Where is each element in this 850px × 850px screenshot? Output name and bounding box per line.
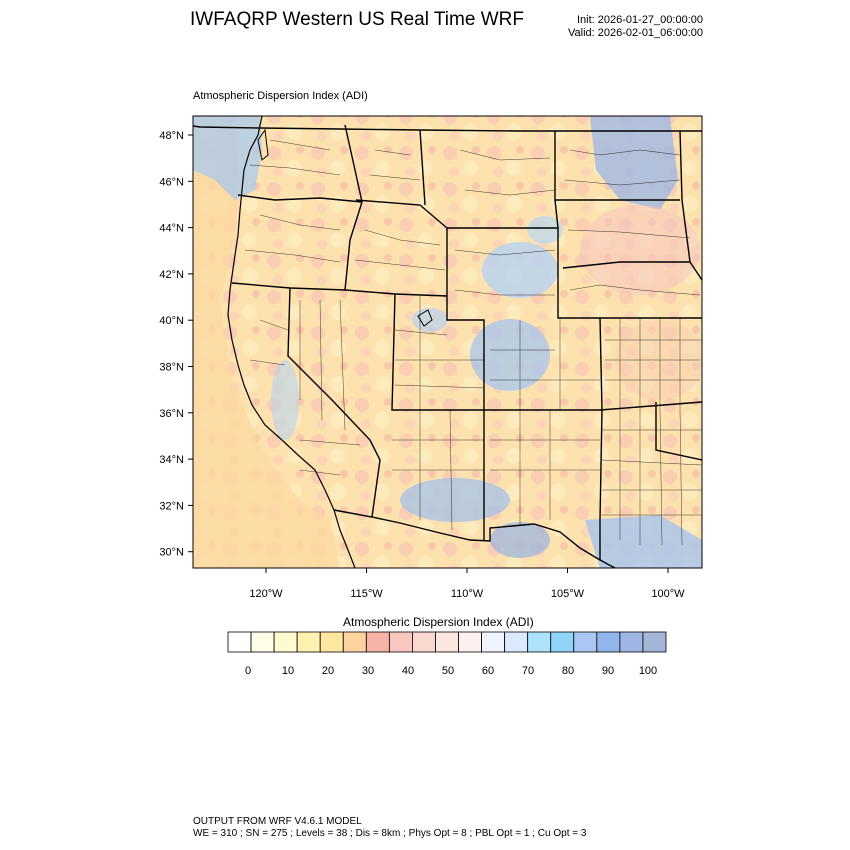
colorbar (228, 632, 666, 677)
colorbar-label: 60 (481, 665, 495, 677)
lat-tick-label: 30°N (159, 546, 184, 559)
colorbar-box (435, 632, 458, 652)
lat-tick-label: 38°N (159, 361, 184, 374)
colorbar-box (643, 632, 666, 652)
valid-time: Valid: 2026-02-01_06:00:00 (568, 27, 703, 39)
colorbar-label: 40 (401, 665, 415, 677)
colorbar-label: 90 (601, 665, 615, 677)
lat-tick-label: 46°N (159, 176, 184, 189)
colorbar-box (366, 632, 389, 652)
lat-tick-label: 44°N (159, 222, 184, 235)
colorbar-box (320, 632, 343, 652)
lat-tick-label: 42°N (159, 268, 184, 281)
footer (193, 816, 586, 840)
colorbar-box (251, 632, 274, 652)
colorbar-label: 30 (361, 665, 375, 677)
field-label: Atmospheric Dispersion Index (ADI) (193, 90, 368, 102)
colorbar-box (297, 632, 320, 652)
footer-model: OUTPUT FROM WRF V4.6.1 MODEL (193, 816, 362, 827)
main-title: IWFAQRP Western US Real Time WRF (190, 9, 524, 30)
colorbar-label: 70 (521, 665, 535, 677)
colorbar-box (274, 632, 297, 652)
lat-tick-label: 40°N (159, 315, 184, 328)
lon-axis (249, 568, 685, 600)
colorbar-box (459, 632, 482, 652)
colorbar-box (597, 632, 620, 652)
colorbar-label: 80 (561, 665, 575, 677)
lon-tick-label: 100°W (651, 588, 685, 600)
colorbar-box (551, 632, 574, 652)
colorbar-box (528, 632, 551, 652)
colorbar-box (482, 632, 505, 652)
adi-shading (193, 116, 705, 568)
colorbar-label: 100 (638, 665, 658, 677)
lat-tick-label: 34°N (159, 454, 184, 467)
colorbar-label: 0 (244, 665, 252, 677)
colorbar-label: 10 (281, 665, 295, 677)
lat-tick-label: 36°N (159, 407, 184, 420)
colorbar-box (343, 632, 366, 652)
colorbar-box (412, 632, 435, 652)
footer-config: WE = 310 ; SN = 275 ; Levels = 38 ; Dis = 8km ; Phys Opt = 8 ; PBL Opt = 1 ; Cu Opt = 3 (193, 828, 587, 839)
init-time: Init: 2026-01-27_00:00:00 (577, 14, 703, 26)
colorbar-label: 20 (321, 665, 335, 677)
colorbar-box (620, 632, 643, 652)
colorbar-box (574, 632, 597, 652)
colorbar-label: 50 (441, 665, 455, 677)
lon-tick-label: 115°W (350, 588, 383, 600)
colorbar-box (389, 632, 412, 652)
colorbar-box (228, 632, 251, 652)
colorbar-title: Atmospheric Dispersion Index (ADI) (343, 615, 534, 629)
lon-tick-label: 105°W (550, 588, 585, 600)
lat-tick-label: 32°N (159, 500, 184, 513)
lat-tick-label: 48°N (159, 130, 184, 142)
lat-axis (159, 130, 193, 559)
colorbar-box (505, 632, 528, 652)
lon-tick-label: 110°W (450, 588, 484, 600)
lon-tick-label: 120°W (249, 588, 283, 600)
